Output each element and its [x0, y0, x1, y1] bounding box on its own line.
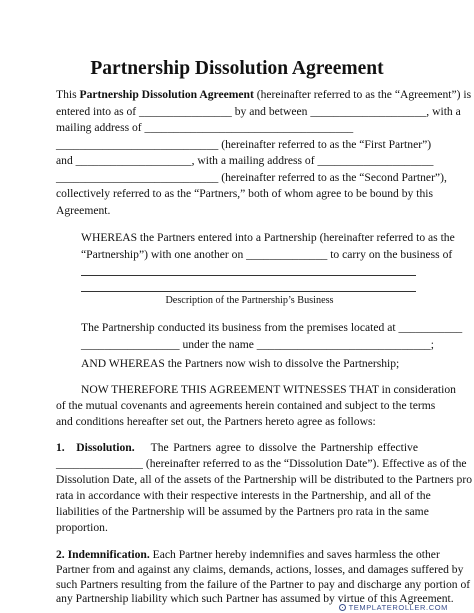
whereas-1-line-1: WHEREAS the Partners entered into a Partnership (hereinafter referred to as the: [81, 231, 455, 244]
intro-line-6: ____________________________ (hereinafter referred to as the “Second Partner”),: [56, 171, 447, 184]
agreement-name: Partnership Dissolution Agreement: [79, 88, 254, 101]
section-2-line-1: 2. Indemnification. Each Partner hereby indemnifies and saves harmless the other: [56, 548, 440, 561]
business-caption: Description of the Partnership’s Business: [165, 295, 334, 306]
section-1-line-3: Dissolution Date, all of the assets of the Partnership will be distributed to the Partners pro: [56, 473, 473, 486]
premises-line-1: The Partnership conducted its business from the premises located at ___________: [81, 321, 463, 334]
section-2-line-3: such Partners resulting from the failure of the Partner to pay and discharge any portion of: [56, 578, 471, 591]
section-1-heading: 1. Dissolution.: [56, 441, 135, 454]
premises-line-2: _________________ under the name ______________________________;: [81, 338, 434, 351]
intro-line-5: and ____________________, with a mailing address of ____________________: [56, 154, 434, 167]
section-2-line-4: any Partnership liability which such Partner has assumed by virtue of this Agreement.: [56, 592, 454, 605]
section-1-line-6: proportion.: [56, 521, 108, 534]
intro-line-2: entered into as of ________________ by and between ____________________, with a: [56, 105, 461, 118]
intro-line-8: Agreement.: [56, 204, 111, 217]
witnesses-line-3: and conditions hereafter set out, the Partners hereto agree as follows:: [56, 415, 376, 428]
business-blank-line-2: [81, 291, 416, 292]
intro-line-7: collectively referred to as the “Partners,” both of whom agree to be bound by this: [56, 187, 433, 200]
witnesses-line-1: NOW THEREFORE THIS AGREEMENT WITNESSES THAT in consideration: [81, 383, 456, 396]
section-1-line-2: _______________ (hereinafter referred to as the “Dissolution Date”). Effective as of the: [56, 457, 467, 470]
business-blank-line-1: [81, 275, 416, 276]
section-1-line-4: rata in accordance with their respective interests in the Partnership, and all of the: [56, 489, 431, 502]
section-1-line-5: liabilities of the Partnership will be assumed by the Partners pro rata in the same: [56, 505, 429, 518]
document-title: Partnership Dissolution Agreement: [90, 58, 384, 79]
intro-line-1: This Partnership Dissolution Agreement (hereinafter referred to as the “Agreement”) is: [56, 88, 472, 101]
whereas-1-line-2: “Partnership”) with one another on ______________ to carry on the business of: [81, 248, 453, 261]
intro-line-3: mailing address of ____________________________________: [56, 121, 354, 134]
intro-line-4: ____________________________ (hereinafter referred to as the “First Partner”): [56, 138, 432, 151]
section-2-heading: 2. Indemnification.: [56, 548, 150, 561]
section-2-line-2: Partner from and against any claims, demands, actions, losses, and damages suffered by: [56, 563, 464, 576]
whereas-2: AND WHEREAS the Partners now wish to dissolve the Partnership;: [81, 357, 400, 370]
section-1-line-1: 1. Dissolution. The Partners agree to dissolve the Partnership effective: [56, 441, 418, 454]
footer-brand-text: TEMPLATEROLLER.COM: [348, 603, 448, 612]
witnesses-line-2: of the mutual covenants and agreements herein contained and subject to the terms: [56, 399, 436, 412]
